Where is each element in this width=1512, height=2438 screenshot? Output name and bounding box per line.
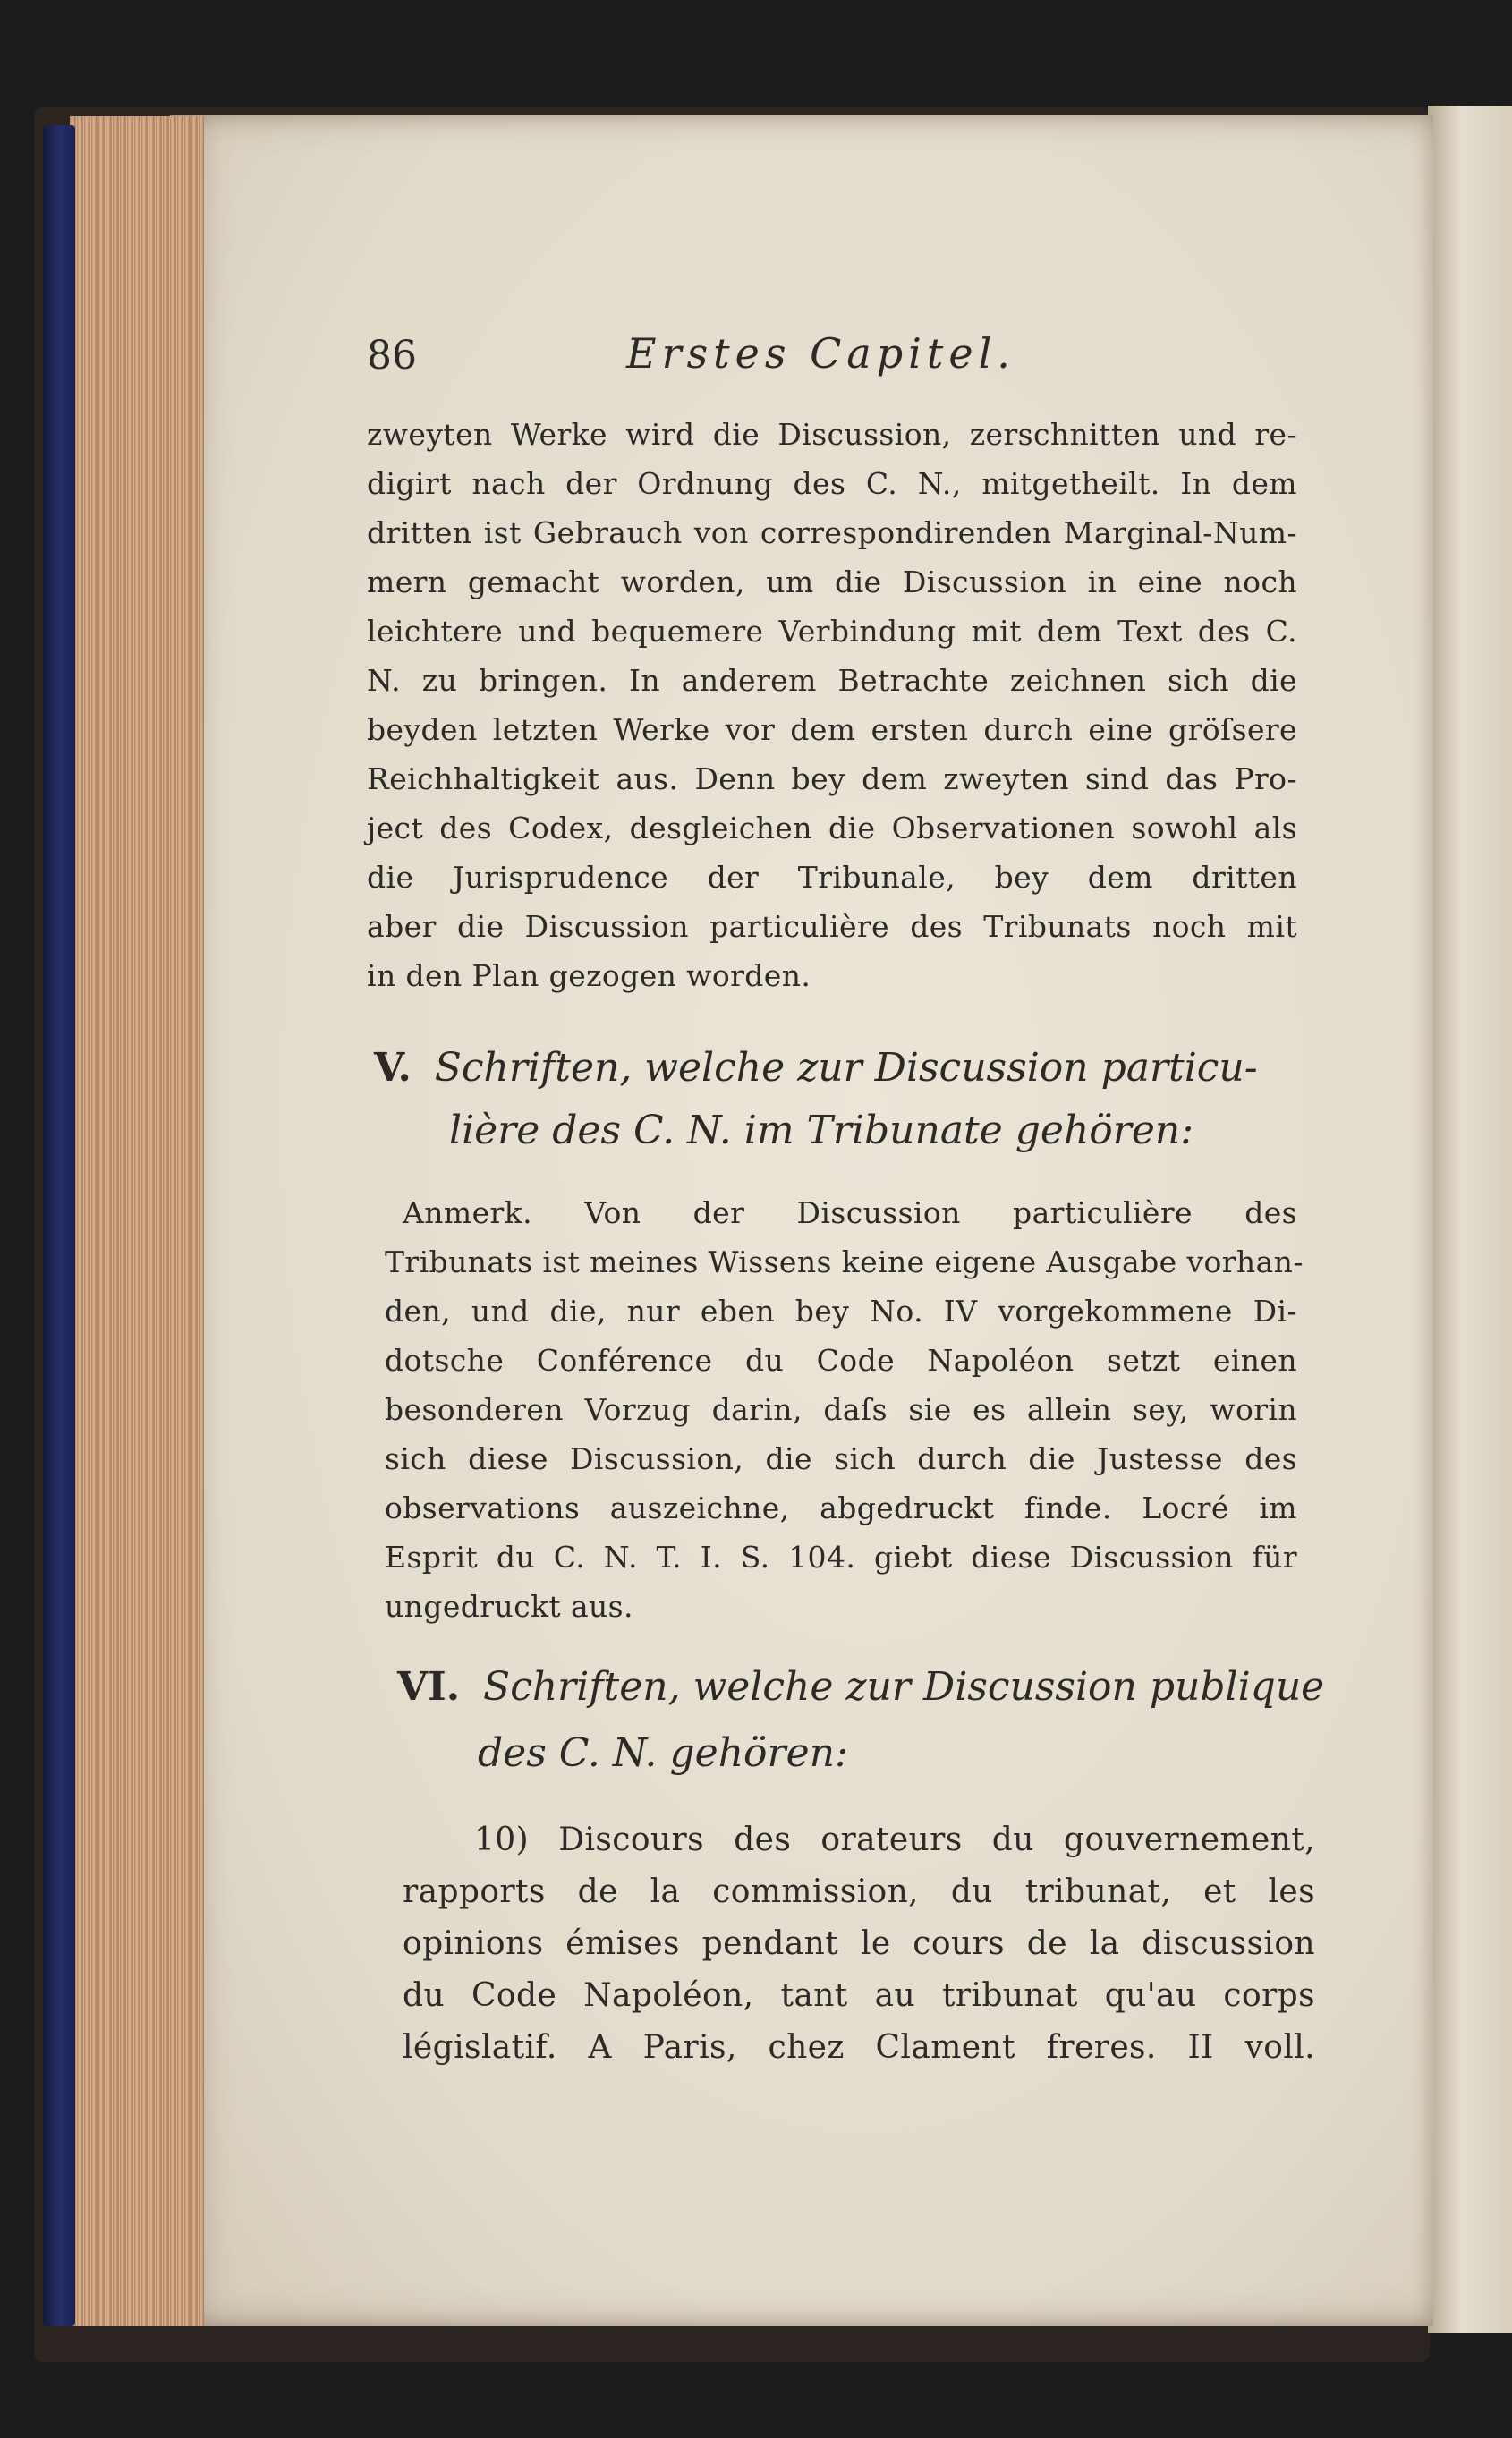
- text-line: digirt nach der Ordnung des C. N., mitgetheilt. In dem: [367, 466, 1297, 501]
- note-line: besonderen Vorzug darin, daſs sie es allein sey, worin: [385, 1392, 1297, 1427]
- section-number: V.: [374, 1045, 412, 1091]
- section-heading-v: [374, 1045, 1258, 1091]
- note-line: Esprit du C. N. T. I. S. 104. giebt diese Discussion für: [385, 1540, 1297, 1575]
- text-line: in den Plan gezogen worden.: [367, 958, 811, 993]
- page-block-edges: [70, 116, 204, 2326]
- section-heading-vi: [397, 1664, 1324, 1710]
- note-line: sich diese Discussion, die sich durch die Justesse des: [385, 1441, 1297, 1476]
- section-title-line: Schriften, welche zur Discussion particu-: [434, 1045, 1258, 1091]
- note-line: den, und die, nur eben bey No. IV vorgekommene Di-: [385, 1294, 1297, 1329]
- text-line: leichtere und bequemere Verbindung mit dem Text des C.: [367, 614, 1297, 649]
- text-line: dritten ist Gebrauch von correspondirenden Marginal-Num-: [367, 515, 1297, 550]
- section-title-line: Schriften, welche zur Discussion publique: [483, 1664, 1325, 1710]
- text-line: opinions émises pendant le cours de la discussion: [403, 1925, 1315, 1962]
- note-line: observations auszeichne, abgedruckt finde. Locré im: [385, 1491, 1297, 1525]
- text-line: ject des Codex, desgleichen die Observationen sowohl als: [367, 811, 1297, 845]
- facing-page-edge: [1428, 106, 1512, 2333]
- text-line: N. zu bringen. In anderem Betrachte zeichnen sich die: [367, 663, 1297, 698]
- running-head: Erstes Capitel.: [626, 329, 1015, 378]
- text-line: du Code Napoléon, tant au tribunat qu'au corps: [403, 1977, 1315, 2014]
- note-line: Tribunats ist meines Wissens keine eigene Ausgabe vorhan-: [385, 1244, 1304, 1279]
- section-title-line: des C. N. gehören:: [478, 1730, 848, 1776]
- text-line: législatif. A Paris, chez Clament freres. II voll.: [403, 2029, 1315, 2066]
- section-title-line: lière des C. N. im Tribunate gehören:: [449, 1108, 1194, 1153]
- page-number: 86: [367, 333, 417, 378]
- text-line: 10) Discours des orateurs du gouvernement,: [474, 1822, 1315, 1858]
- note-line: ungedruckt aus.: [385, 1589, 633, 1624]
- text-line: aber die Discussion particulière des Tribunats noch mit: [367, 909, 1297, 944]
- text-line: mern gemacht worden, um die Discussion in eine noch: [367, 565, 1297, 599]
- text-line: rapports de la commission, du tribunat, et les: [403, 1873, 1315, 1910]
- text-line: Reichhaltigkeit aus. Denn bey dem zweyten sind das Pro-: [367, 761, 1297, 796]
- note-line: dotsche Conférence du Code Napoléon setzt einen: [385, 1343, 1297, 1378]
- text-line: beyden letzten Werke vor dem ersten durch eine gröſsere: [367, 712, 1297, 747]
- section-number: VI.: [397, 1664, 461, 1710]
- book-spine: [43, 125, 75, 2326]
- text-line: die Jurisprudence der Tribunale, bey dem dritten: [367, 860, 1297, 895]
- note-line: Anmerk. Von der Discussion particulière des: [403, 1195, 1297, 1230]
- text-line: zweyten Werke wird die Discussion, zerschnitten und re-: [367, 417, 1297, 452]
